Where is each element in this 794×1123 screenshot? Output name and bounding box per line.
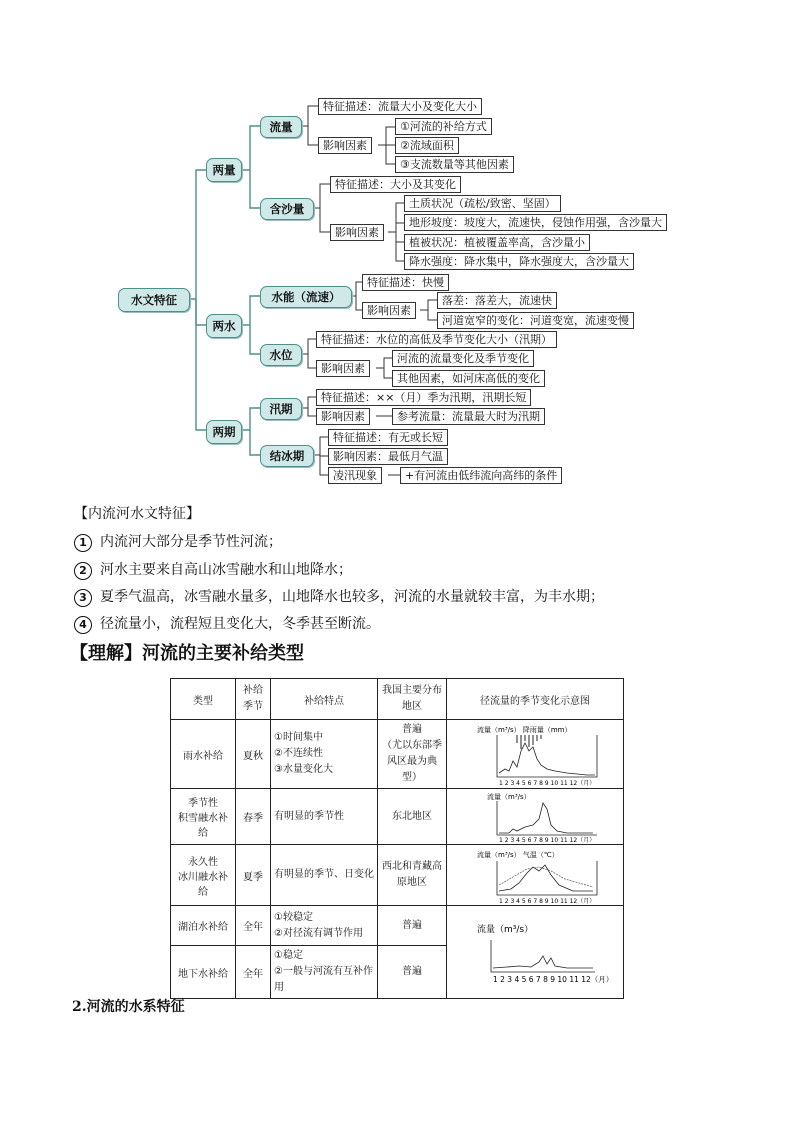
- energy-factor-label: 影响因素: [362, 302, 416, 319]
- sediment-factor-label: 影响因素: [330, 224, 384, 241]
- subheading: 2.河流的水系特征: [72, 999, 185, 1015]
- circled-number: 2: [74, 562, 92, 580]
- flow-feature: 特征描述：流量大小及变化大小: [318, 98, 482, 115]
- flow-factor-item: ①河流的补给方式: [395, 118, 492, 135]
- note-text: 河水主要来自高山冰雪融水和山地降水；: [100, 562, 352, 578]
- flood-factor-note: 参考流量：流量最大时为汛期: [392, 408, 545, 425]
- sediment-factor-item: 降水强度：降水集中，降水强度大，含沙量大: [404, 253, 634, 270]
- note-text: 径流量小，流程短且变化大，冬季甚至断流。: [100, 616, 380, 632]
- region-cell: 普遍 （尤以东部季 风区最为典型）: [378, 720, 447, 789]
- root-node: 水文特征: [118, 288, 190, 312]
- season-cell: 夏秋: [236, 720, 271, 789]
- season-cell: 春季: [236, 789, 271, 845]
- ice-factor: 影响因素：最低月气温: [328, 448, 448, 465]
- season-cell: 全年: [236, 946, 271, 999]
- note-item: [74, 586, 604, 607]
- type-cell: 雨水补给: [171, 720, 236, 789]
- region-cell: 普遍: [378, 946, 447, 999]
- season-cell: 全年: [236, 906, 271, 946]
- note-text: 夏季气温高，冰雪融水量多，山地降水也较多，河流的水量就较丰富，为丰水期；: [100, 589, 604, 605]
- notes-heading: 【内流河水文特征】: [74, 506, 200, 522]
- header-features: 补给特点: [271, 679, 378, 720]
- features-cell: 有明显的季节性: [271, 789, 378, 845]
- level-factor-item: 河流的流量变化及季节变化: [392, 350, 534, 367]
- graph-label: 流量（m³/s） 降雨量（mm）: [477, 726, 572, 734]
- level-factor-item: 其他因素，如河床高低的变化: [392, 370, 545, 387]
- mindmap-connectors: [0, 0, 794, 500]
- features-cell: 有明显的季节、日变化: [271, 845, 378, 906]
- season-cell: 夏季: [236, 845, 271, 906]
- graph-cell: [447, 906, 624, 999]
- note-item: [74, 559, 352, 580]
- branch-sediment: 含沙量: [260, 198, 314, 220]
- sediment-feature: 特征描述：大小及其变化: [330, 176, 461, 193]
- note-item: [74, 613, 380, 634]
- group-two-waters: 两水: [206, 314, 242, 338]
- type-cell: 地下水补给: [171, 946, 236, 999]
- energy-factor-item: 河道宽窄的变化：河道变宽，流速变慢: [437, 312, 634, 329]
- region-cell: 普遍: [378, 906, 447, 946]
- month-axis: 1 2 3 4 5 6 7 8 9 10 11 12（月）: [499, 780, 596, 787]
- month-axis: 1 2 3 4 5 6 7 8 9 10 11 12（月）: [499, 898, 596, 905]
- graph-label: 流量（m³/s）: [487, 793, 531, 801]
- features-cell: ①稳定 ②一般与河流有互补作用: [271, 946, 378, 999]
- graph-cell: [447, 789, 624, 845]
- ice-feature: 特征描述：有无或长短: [328, 429, 448, 446]
- flood-feature: 特征描述：××（月）季为汛期，汛期长短: [316, 389, 531, 406]
- sediment-factor-item: 土质状况（疏松/致密、坚固）: [404, 195, 561, 212]
- snowmelt-hydrograph: [447, 789, 617, 844]
- features-cell: ①时间集中 ②不连续性 ③水量变化大: [271, 720, 378, 789]
- branch-water-level: 水位: [260, 344, 302, 366]
- sediment-factor-item: 植被状况：植被覆盖率高，含沙量小: [404, 234, 590, 251]
- branch-water-energy: 水能（流速）: [260, 286, 352, 308]
- glacier-hydrograph: [447, 845, 617, 905]
- hydrology-mindmap: [0, 0, 794, 500]
- energy-feature: 特征描述：快慢: [362, 274, 449, 291]
- sediment-factor-item: 地形坡度：坡度大，流速快，侵蚀作用强，含沙量大: [404, 214, 667, 231]
- circled-number: 4: [74, 616, 92, 634]
- header-type: 类型: [171, 679, 236, 720]
- lake-groundwater-hydrograph: [447, 912, 617, 992]
- header-season: 补给 季节: [236, 679, 271, 720]
- note-item: [74, 531, 282, 552]
- branch-flood-period: 汛期: [260, 398, 302, 420]
- level-feature: 特征描述：水位的高低及季节变化大小（汛期）: [316, 331, 557, 348]
- flow-factor-item: ②流域面积: [395, 137, 459, 154]
- group-two-quantities: 两量: [206, 158, 242, 182]
- month-axis: 1 2 3 4 5 6 7 8 9 10 11 12（月）: [493, 975, 614, 984]
- ice-jam-label: 凌汛现象: [328, 467, 382, 484]
- features-cell: ①较稳定 ②对径流有调节作用: [271, 906, 378, 946]
- month-axis: 1 2 3 4 5 6 7 8 9 10 11 12（月）: [499, 837, 596, 844]
- type-cell: 湖泊水补给: [171, 906, 236, 946]
- graph-label: 流量（m³/s） 气温（℃）: [477, 851, 559, 859]
- branch-flow: 流量: [260, 116, 302, 138]
- graph-cell: [447, 720, 624, 789]
- ice-jam-note: +有河流由低纬流向高纬的条件: [400, 467, 562, 484]
- table-row: [171, 906, 624, 946]
- type-cell: 永久性 冰川融水补给: [171, 845, 236, 906]
- flow-factor-label: 影响因素: [318, 137, 372, 154]
- graph-cell: [447, 845, 624, 906]
- header-graph: 径流量的季节变化示意图: [447, 679, 624, 720]
- circled-number: 1: [74, 534, 92, 552]
- table-header-row: [171, 679, 624, 720]
- type-cell: 季节性 积雪融水补给: [171, 789, 236, 845]
- region-cell: 西北和青藏高 原地区: [378, 845, 447, 906]
- branch-ice-period: 结冰期: [260, 445, 314, 467]
- rain-hydrograph: [447, 721, 617, 787]
- flow-factor-item: ③支流数量等其他因素: [395, 156, 514, 173]
- group-two-periods: 两期: [206, 420, 242, 444]
- section-title: 【理解】河流的主要补给类型: [70, 643, 304, 664]
- flood-factor-label: 影响因素: [316, 408, 370, 425]
- graph-label: 流量（m³/s）: [477, 925, 534, 935]
- note-text: 内流河大部分是季节性河流；: [100, 534, 282, 550]
- region-cell: 东北地区: [378, 789, 447, 845]
- level-factor-label: 影响因素: [316, 360, 370, 377]
- header-region: 我国主要分布 地区: [378, 679, 447, 720]
- supply-types-table: [170, 678, 624, 999]
- table-row: [171, 789, 624, 845]
- table-row: [171, 845, 624, 906]
- table-row: [171, 720, 624, 789]
- energy-factor-item: 落差：落差大，流速快: [437, 292, 557, 309]
- circled-number: 3: [74, 589, 92, 607]
